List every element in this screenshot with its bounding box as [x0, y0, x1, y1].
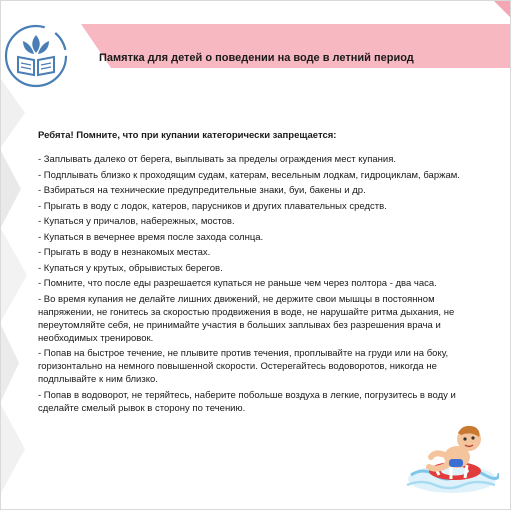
list-item: - Подплывать близко к проходящим судам, катерам, весельным лодкам, гидроциклам, баржам. [38, 169, 460, 181]
memo-content [38, 129, 470, 417]
list-item: - Помните, что после еды разрешается купаться не раньше чем через полтора - два часа. [38, 278, 437, 289]
child-swimming-ring-illustration-icon [405, 405, 499, 497]
page-title: Памятка для детей о поведении на воде в летний период [99, 52, 414, 64]
list-item: - Попав в водоворот, не теряйтесь, наберите побольше воздуха в легкие, погрузитесь в воду и сделайте смелый рывок в сторону по течению. [38, 389, 456, 414]
list-item: - Заплывать далеко от берега, выплывать за пределы ограждения мест купания. [38, 154, 397, 165]
list-item: - Во время купания не делайте лишних движений, не держите свои мышцы в постоянном напряжении, не гонитесь за скоростью продвижения в воде, не нарушайте ритма дыхания, не переутомляйте себя, не принимайте участия в больших заплывах без разрешения врача и необходимых тренировок. [38, 293, 455, 344]
list-item: - Попав на быстрое течение, не плывите против течения, проплывайте на груди или на боку, горизонтально на немного повышенной скорости. Остерегайтесь водоворотов, никогда не подплывайте к ним близко. [38, 348, 449, 385]
corner-accent [494, 1, 510, 17]
open-book-leaf-logo-icon [3, 23, 69, 89]
list-item: - Купаться в вечернее время после захода солнца. [38, 231, 264, 243]
decorative-triangles [1, 79, 29, 510]
list-item: - Прыгать в воду с лодок, катеров, парусников и других плавательных средств. [38, 200, 387, 212]
memo-heading: Ребята! Помните, что при купании категорически запрещается: [38, 130, 337, 141]
list-item: - Купаться у крутых, обрывистых берегов. [38, 262, 223, 274]
list-item: - Прыгать в воду в незнакомых местах. [38, 247, 211, 258]
list-item: - Купаться у причалов, набережных, мостов. [38, 216, 235, 227]
list-item: - Взбираться на технические предупредительные знаки, буи, бакены и др. [38, 185, 366, 196]
